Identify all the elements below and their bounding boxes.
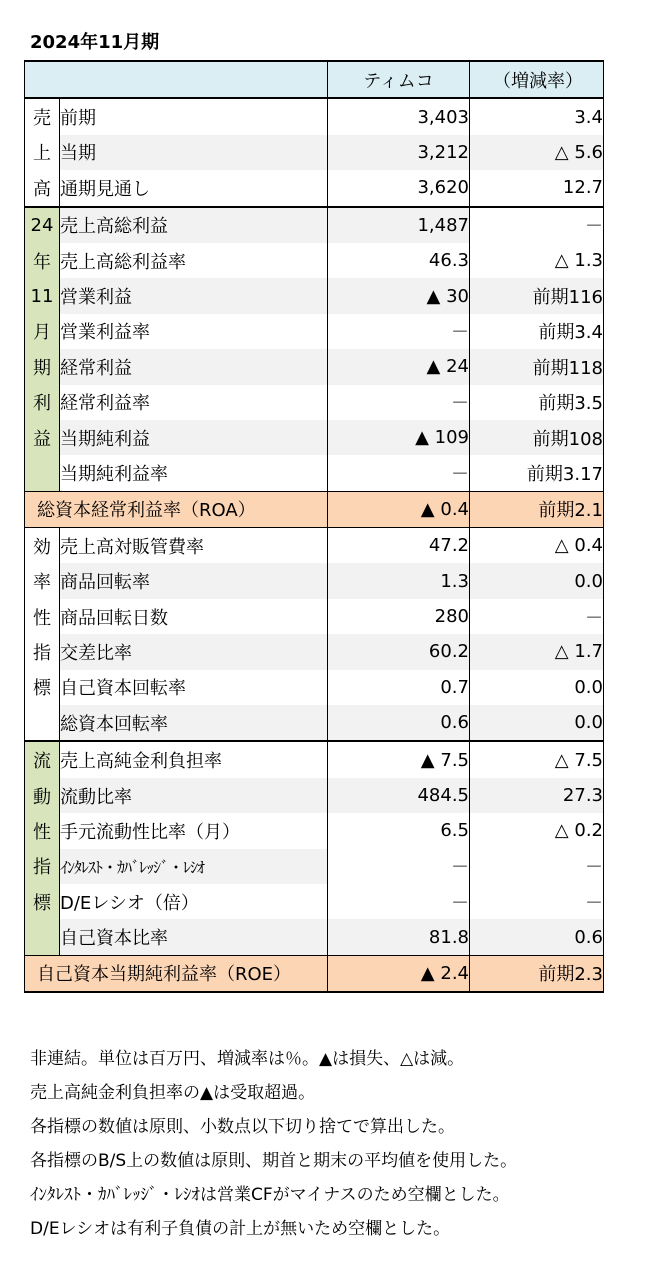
row-value: 0.7 — [328, 670, 470, 705]
row-label: 商品回転率 — [60, 563, 328, 598]
group-char: 性 — [25, 599, 60, 634]
group-char: 指 — [25, 634, 60, 669]
footnote: ｲﾝﾀﾚｽﾄ・ｶﾊﾞﾚｯｼﾞ・ﾚｼｵは営業CFがマイナスのため空欄とした。 — [30, 1185, 510, 1205]
row-change: 前期108 — [470, 420, 604, 455]
row-label: 経常利益 — [60, 349, 328, 384]
table-row — [25, 705, 604, 741]
group-char: 標 — [25, 884, 60, 919]
row-change: 12.7 — [470, 170, 604, 206]
financial-table — [24, 60, 604, 993]
footnotes — [30, 1042, 650, 1246]
footnote: 各指標のB/S上の数値は原則、期首と期末の平均値を使用した。 — [30, 1151, 518, 1171]
row-label: 売上高対販管費率 — [60, 528, 328, 564]
row-change: 0.0 — [470, 563, 604, 598]
row-value: 81.8 — [328, 919, 470, 955]
group-char: 高 — [25, 170, 60, 206]
row-change: 前期3.17 — [470, 455, 604, 491]
page-title: 2024年11月期 — [30, 32, 160, 53]
table-row — [25, 778, 604, 813]
row-change: － — [470, 207, 604, 243]
table-row — [25, 528, 604, 564]
row-value: ▲ 24 — [328, 349, 470, 384]
group-char-blank — [25, 705, 60, 741]
table-row — [25, 385, 604, 420]
group-char: 動 — [25, 778, 60, 813]
roa-change: 前期2.1 — [470, 491, 604, 527]
table-row — [25, 170, 604, 206]
group-char: 指 — [25, 849, 60, 884]
table-row — [25, 278, 604, 313]
group-char-blank — [25, 919, 60, 955]
table-row — [25, 135, 604, 170]
row-value: ▲ 30 — [328, 278, 470, 313]
table-row — [25, 98, 604, 134]
roa-label: 総資本経常利益率（ROA） — [25, 491, 328, 527]
header-row — [25, 61, 604, 98]
table-row — [25, 207, 604, 243]
row-change: △ 5.6 — [470, 135, 604, 170]
group-char: 24 — [25, 207, 60, 243]
group-char: 率 — [25, 563, 60, 598]
row-value: 484.5 — [328, 778, 470, 813]
roe-label: 自己資本当期純利益率（ROE） — [25, 955, 328, 992]
row-value: 3,212 — [328, 135, 470, 170]
row-value: ▲ 109 — [328, 420, 470, 455]
row-label: 当期 — [60, 135, 328, 170]
table-row — [25, 455, 604, 491]
row-change: 0.6 — [470, 919, 604, 955]
row-change: 0.0 — [470, 670, 604, 705]
group-char: 11 — [25, 278, 60, 313]
table-row — [25, 813, 604, 848]
row-label: 流動比率 — [60, 778, 328, 813]
group-char: 売 — [25, 98, 60, 134]
row-value: － — [328, 314, 470, 349]
group-char: 期 — [25, 349, 60, 384]
group-char: 月 — [25, 314, 60, 349]
row-change: 27.3 — [470, 778, 604, 813]
row-value: 46.3 — [328, 243, 470, 278]
row-change: 前期3.4 — [470, 314, 604, 349]
roa-value: ▲ 0.4 — [328, 491, 470, 527]
row-label: 当期純利益率 — [60, 455, 328, 491]
row-change: － — [470, 849, 604, 884]
row-label: 総資本回転率 — [60, 705, 328, 741]
header-company: ティムコ — [328, 61, 470, 98]
roe-change: 前期2.3 — [470, 955, 604, 992]
row-value: ▲ 7.5 — [328, 741, 470, 777]
table-row — [25, 884, 604, 919]
header-change: （増減率） — [470, 61, 604, 98]
group-char: 益 — [25, 420, 60, 455]
row-label: 商品回転日数 — [60, 599, 328, 634]
group-char: 標 — [25, 670, 60, 705]
row-value: 3,403 — [328, 98, 470, 134]
row-label: 経常利益率 — [60, 385, 328, 420]
row-label: 売上高総利益 — [60, 207, 328, 243]
row-value: 3,620 — [328, 170, 470, 206]
row-label: 売上高純金利負担率 — [60, 741, 328, 777]
row-change: 3.4 — [470, 98, 604, 134]
footnote: D/Eレシオは有利子負債の計上が無いため空欄とした。 — [30, 1219, 451, 1239]
table-row — [25, 420, 604, 455]
table-row — [25, 314, 604, 349]
row-change: － — [470, 599, 604, 634]
row-label: 営業利益 — [60, 278, 328, 313]
row-value: 280 — [328, 599, 470, 634]
group-char: 年 — [25, 243, 60, 278]
footnote: 非連結。単位は百万円、増減率は％。▲は損失、△は減。 — [30, 1049, 465, 1069]
group-char-blank — [25, 455, 60, 491]
row-value: － — [328, 385, 470, 420]
row-change: 前期118 — [470, 349, 604, 384]
row-value: 47.2 — [328, 528, 470, 564]
table-row — [25, 741, 604, 777]
footnote: 各指標の数値は原則、小数点以下切り捨てで算出した。 — [30, 1117, 455, 1137]
row-change: 前期116 — [470, 278, 604, 313]
row-label: D/Eレシオ（倍） — [60, 884, 328, 919]
group-char: 流 — [25, 741, 60, 777]
row-label: 交差比率 — [60, 634, 328, 669]
row-change: 0.0 — [470, 705, 604, 741]
row-label: 自己資本回転率 — [60, 670, 328, 705]
table-row — [25, 563, 604, 598]
row-label: 自己資本比率 — [60, 919, 328, 955]
table-row — [25, 919, 604, 955]
row-label: ｲﾝﾀﾚｽﾄ・ｶﾊﾞﾚｯｼﾞ・ﾚｼｵ — [60, 849, 328, 884]
footnote: 売上高純金利負担率の▲は受取超過。 — [30, 1083, 316, 1103]
row-value: 1.3 — [328, 563, 470, 598]
table-row — [25, 670, 604, 705]
header-blank — [25, 61, 328, 98]
row-label: 売上高総利益率 — [60, 243, 328, 278]
roe-value: ▲ 2.4 — [328, 955, 470, 992]
row-value: 0.6 — [328, 705, 470, 741]
row-value: － — [328, 455, 470, 491]
row-value: 60.2 — [328, 634, 470, 669]
row-change: △ 0.4 — [470, 528, 604, 564]
row-label: 通期見通し — [60, 170, 328, 206]
row-value: 1,487 — [328, 207, 470, 243]
table-row — [25, 849, 604, 884]
row-label: 前期 — [60, 98, 328, 134]
row-value: － — [328, 849, 470, 884]
group-char: 利 — [25, 385, 60, 420]
table-row — [25, 243, 604, 278]
row-value: 6.5 — [328, 813, 470, 848]
table-row — [25, 634, 604, 669]
group-char: 性 — [25, 813, 60, 848]
row-value: － — [328, 884, 470, 919]
table-row — [25, 599, 604, 634]
group-char: 効 — [25, 528, 60, 564]
row-change: － — [470, 884, 604, 919]
row-label: 当期純利益 — [60, 420, 328, 455]
row-change: △ 0.2 — [470, 813, 604, 848]
group-char: 上 — [25, 135, 60, 170]
row-change: △ 1.7 — [470, 634, 604, 669]
row-change: △ 1.3 — [470, 243, 604, 278]
roa-row — [25, 491, 604, 527]
table-row — [25, 349, 604, 384]
roe-row — [25, 955, 604, 992]
row-label: 手元流動性比率（月） — [60, 813, 328, 848]
row-change: △ 7.5 — [470, 741, 604, 777]
row-change: 前期3.5 — [470, 385, 604, 420]
row-label: 営業利益率 — [60, 314, 328, 349]
